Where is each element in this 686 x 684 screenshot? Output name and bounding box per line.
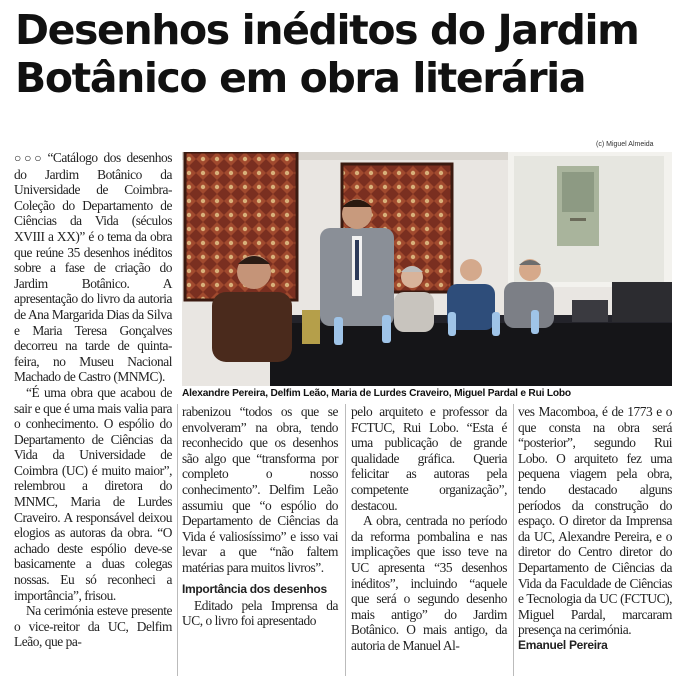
article-column-4 bbox=[518, 404, 672, 654]
bullets-icon: ○○○ bbox=[14, 151, 45, 165]
article-column-1 bbox=[14, 150, 172, 650]
section-subheading: Importância dos desenhos bbox=[182, 581, 327, 596]
photo-credit: (c) Miguel Almeida bbox=[596, 141, 654, 148]
column-1-paragraph-3: Na cerimónia esteve presente o vice-reitor da UC, Delfim Leão, que pa- bbox=[14, 603, 172, 650]
column-3-paragraph-1: pelo arquiteto e professor da FCTUC, Rui Lobo. “Esta é uma publicação de grande qualidade gráfica. Queria felicitar as autoras pela competente organização”, destacou. bbox=[351, 404, 507, 513]
column-divider bbox=[177, 404, 178, 676]
author-byline: Emanuel Pereira bbox=[518, 637, 608, 652]
column-2-paragraph-1: rabenizou “todos os que se envolveram” na obra, tendo reconhecido que os desenhos são algo que “transforma por completo o nosso conhecimento”. Delfim Leão assumiu que “o espólio do Departamento de Ciências da Vida é valiosíssimo” e isso vai levar a que “não faltem matérias para muitos livros”. bbox=[182, 404, 338, 575]
headline-line-2: Botânico em obra literária bbox=[15, 54, 586, 102]
column-1-paragraph-1: ○○○ “Catálogo dos desenhos do Jardim Botânico da Universidade de Coimbra- Coleção do Departamento de Ciências da Vida (séculos XVIII a XX)” é o tema da obra que reúne 35 desenhos inéditos sobre a fase de criação do Jardim Botânico. A apresentação do livro da autoria de Ana Margarida Dias da Silva e Maria Teresa Gonçalves decorreu na tarde de quinta-feira, no Museu Nacional Machado de Castro (MNMC). bbox=[14, 150, 173, 385]
column-1-paragraph-2: “É uma obra que acabou de sair e que é uma mais valia para o conhecimento. O espólio do Departamento de Ciências da Vida da Universidade de Coimbra (UC) é muito maior”, relembrou a diretora do MNMC, Maria de Lurdes Craveiro. A responsável deixou elogios as autoras da obra. “O achado deste espólio deve-se basicamente a duas colegas nossas. Eu só reconheci a importância”, frisou. bbox=[14, 384, 172, 603]
article-column-3 bbox=[351, 404, 507, 654]
presentation-scene-image bbox=[182, 152, 672, 386]
column-3-paragraph-2: A obra, centrada no período da reforma pombalina e nas implicações que isso teve na UC apresenta “35 desenhos inéditos”, incluindo “aquele que será o segundo desenho mais antigo” do Jardim Botânico. O mais antigo, da autoria de Manuel Al- bbox=[351, 513, 507, 653]
article-column-2 bbox=[182, 404, 338, 629]
headline bbox=[15, 6, 675, 102]
column-divider bbox=[513, 404, 514, 676]
headline-line-1: Desenhos inéditos do Jardim bbox=[15, 6, 639, 54]
article-photo bbox=[182, 152, 672, 386]
column-divider bbox=[345, 404, 346, 676]
photo-caption: Alexandre Pereira, Delfim Leão, Maria de Lurdes Craveiro, Miguel Pardal e Rui Lobo bbox=[182, 388, 571, 399]
column-4-paragraph-1: ves Macomboa, é de 1773 e o que consta na obra será “posterior”, segundo Rui Lobo. O arquiteto fez uma pequena viagem pela obra, tendo destacado alguns períodos da construção do espaço. O diretor da Imprensa da UC, Alexandre Pereira, e o diretor do Centro diretor do Departamento de Ciências da Vida da Faculdade de Ciências e Tecnologia da UC (FCTUC), Miguel Pardal, marcaram presença na cerimónia. bbox=[518, 404, 672, 638]
column-2-paragraph-2: Editado pela Imprensa da UC, o livro foi apresentado bbox=[182, 597, 338, 629]
